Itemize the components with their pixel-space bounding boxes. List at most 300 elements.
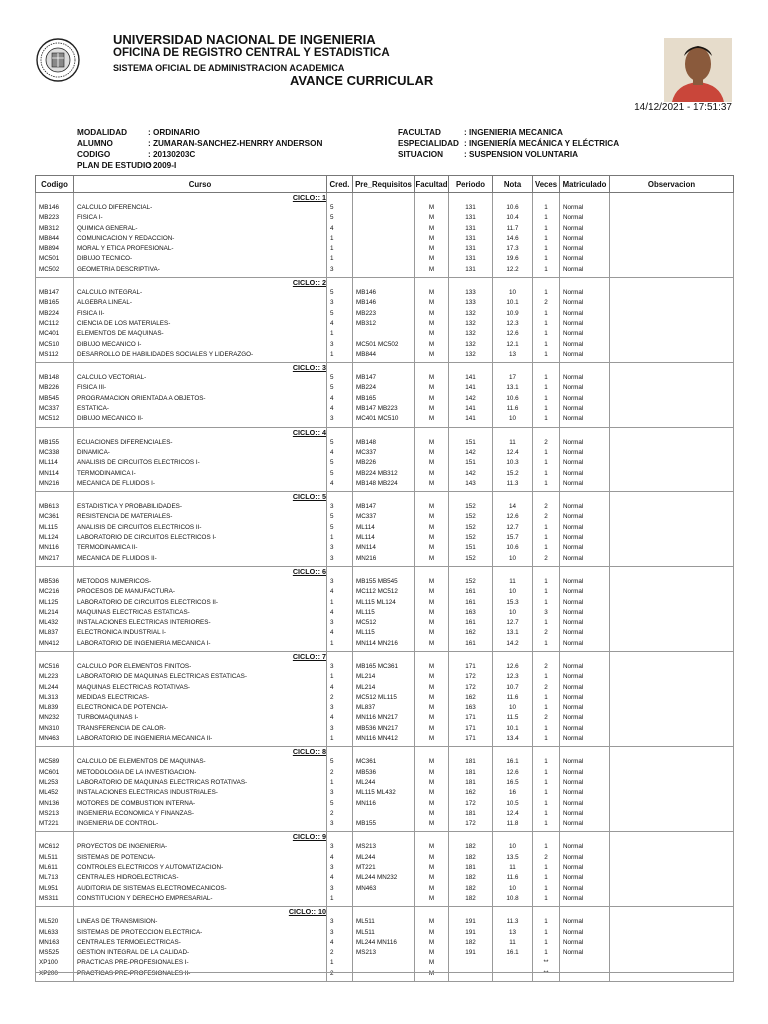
table-row [36,448,734,458]
cycle-header-cell [327,907,353,918]
cell-periodo: 132 [449,309,493,319]
table-row [36,608,734,618]
cell-curso: METODOS NUMERICOS- [74,577,327,587]
table-row [36,309,734,319]
cell-observacion [610,554,734,564]
cell-prerequisitos: MB146 [353,298,415,308]
cell-facultad: M [415,587,449,597]
cell-prerequisitos: ML511 [353,917,415,927]
cell-observacion [610,543,734,553]
cell-facultad: M [415,853,449,863]
cell-periodo: 133 [449,298,493,308]
cycle-header-cell [560,651,610,662]
cell-cred: 3 [327,703,353,713]
cell-observacion [610,938,734,948]
situacion-label: SITUACION [398,150,444,159]
cell-facultad: M [415,938,449,948]
cell-matriculado: Normal [560,319,610,329]
cycle-header-cell [493,492,533,503]
cycle-header-cell [533,278,560,289]
cell-nota: 15.2 [493,469,533,479]
cell-matriculado: Normal [560,938,610,948]
table-row [36,778,734,788]
cell-nota: 10.6 [493,543,533,553]
cell-nota: 15.7 [493,533,533,543]
cell-veces: 1 [533,577,560,587]
cell-prerequisitos: MC512 ML115 [353,693,415,703]
cycle-label-cell [74,907,327,918]
cell-veces: 1 [533,894,560,904]
cycle-header-cell [610,651,734,662]
modalidad-value: : ORDINARIO [148,128,200,137]
cell-matriculado: Normal [560,438,610,448]
cell-facultad: M [415,448,449,458]
table-row [36,350,734,360]
cell-veces: 2 [533,662,560,672]
cell-codigo: MN232 [36,713,74,723]
table-row [36,948,734,958]
cell-periodo: 182 [449,853,493,863]
cell-prerequisitos: MC337 [353,448,415,458]
cell-facultad: M [415,917,449,927]
cell-matriculado: Normal [560,884,610,894]
plan-value: : 2009-I [148,161,177,170]
table-row [36,394,734,404]
cell-facultad: M [415,819,449,829]
cell-codigo: ML214 [36,608,74,618]
cell-facultad: M [415,693,449,703]
cycle-header-cell [36,193,74,204]
cell-curso: INGENIERIA ECONOMICA Y FINANZAS- [74,809,327,819]
cell-prerequisitos: ML244 [353,853,415,863]
cycle-header-cell [493,907,533,918]
cell-codigo: MC216 [36,587,74,597]
cell-cred: 3 [327,819,353,829]
cell-facultad: M [415,724,449,734]
cell-facultad: M [415,203,449,213]
cycle-header-cell [560,278,610,289]
col-header-periodo: Periodo [449,176,493,193]
cell-facultad: M [415,662,449,672]
cell-facultad: M [415,639,449,649]
cell-nota: 10.6 [493,394,533,404]
cycle-header-cell [36,651,74,662]
cycle-header-cell [353,907,415,918]
cell-cred: 3 [327,917,353,927]
cell-observacion [610,479,734,489]
cell-observacion [610,639,734,649]
especialidad-row [398,139,619,148]
cell-veces: 2 [533,438,560,448]
separator-cell [449,979,493,982]
cell-observacion [610,523,734,533]
cell-periodo: 132 [449,340,493,350]
cell-facultad: M [415,479,449,489]
cell-facultad: M [415,319,449,329]
cell-cred: 3 [327,884,353,894]
cell-facultad: M [415,757,449,767]
table-row [36,842,734,852]
cell-facultad: M [415,469,449,479]
cell-codigo: MS311 [36,894,74,904]
col-header-observacion: Observacion [610,176,734,193]
cell-curso: SISTEMAS DE PROTECCION ELECTRICA- [74,928,327,938]
cell-periodo: 152 [449,523,493,533]
cell-periodo: 171 [449,662,493,672]
cycle-header-cell [493,278,533,289]
cell-matriculado: Normal [560,502,610,512]
table-row [36,234,734,244]
cell-matriculado: Normal [560,265,610,275]
cell-prerequisitos: MN116 [353,799,415,809]
cell-veces: 2 [533,713,560,723]
cell-nota: 11 [493,863,533,873]
cell-codigo: ML313 [36,693,74,703]
cycle-label-cell [74,363,327,374]
cell-facultad: M [415,213,449,223]
cycle-label: CICLO:: 5 [292,492,326,502]
cell-observacion [610,414,734,424]
cycle-header-row [36,193,734,204]
cell-nota: 17.3 [493,244,533,254]
cell-veces: 1 [533,928,560,938]
cell-codigo: MB147 [36,288,74,298]
cycle-label: CICLO:: 6 [292,566,326,576]
cell-cred: 5 [327,799,353,809]
cycle-header-cell [353,566,415,577]
table-row [36,799,734,809]
cell-periodo: 131 [449,265,493,275]
cell-observacion [610,618,734,628]
cell-curso: PROYECTOS DE INGENIERIA- [74,842,327,852]
table-row [36,768,734,778]
cell-prerequisitos: MB165 [353,394,415,404]
cell-codigo: ML253 [36,778,74,788]
cycle-header-cell [449,193,493,204]
cycle-label-cell [74,832,327,843]
cell-nota: 13.1 [493,383,533,393]
cell-cred: 3 [327,414,353,424]
cell-codigo: ML611 [36,863,74,873]
especialidad-value: : INGENIERÍA MECÁNICA Y ELÉCTRICA [464,139,620,148]
cell-curso: ALGEBRA LINEAL- [74,298,327,308]
cycle-label: CICLO:: 9 [292,832,326,842]
cell-matriculado: Normal [560,618,610,628]
cell-curso: FISICA I- [74,213,327,223]
cycle-header-cell [353,363,415,374]
cell-facultad: M [415,512,449,522]
cell-cred: 1 [327,639,353,649]
cycle-header-cell [36,363,74,374]
cell-nota: 16.1 [493,757,533,767]
cycle-header-cell [560,566,610,577]
cell-cred: 1 [327,672,353,682]
cell-matriculado [560,958,610,968]
cell-facultad: M [415,873,449,883]
cell-curso: CALCULO DIFERENCIAL- [74,203,327,213]
cycle-header-cell [36,832,74,843]
cell-observacion [610,383,734,393]
cell-codigo: MC512 [36,414,74,424]
cycle-header-cell [327,278,353,289]
cell-observacion [610,863,734,873]
cycle-header-cell [560,832,610,843]
cell-codigo: MB613 [36,502,74,512]
cell-cred: 2 [327,693,353,703]
cell-nota: 11.3 [493,917,533,927]
cycle-header-cell [610,492,734,503]
table-row [36,928,734,938]
cell-prerequisitos: MB155 MB545 [353,577,415,587]
cell-codigo: MS213 [36,809,74,819]
cell-observacion [610,224,734,234]
cell-prerequisitos: MB147 [353,502,415,512]
table-row [36,598,734,608]
cell-periodo: 142 [449,394,493,404]
cell-periodo: 151 [449,458,493,468]
cell-veces: 1 [533,254,560,264]
cell-periodo: 142 [449,448,493,458]
cell-veces: 2 [533,853,560,863]
cell-matriculado: Normal [560,757,610,767]
cell-codigo: MN310 [36,724,74,734]
cycle-header-cell [449,427,493,438]
cell-curso: ESTATICA- [74,404,327,414]
cell-codigo: ML223 [36,672,74,682]
cell-matriculado: Normal [560,554,610,564]
alumno-label: ALUMNO [77,139,113,148]
cell-matriculado: Normal [560,662,610,672]
cell-matriculado: Normal [560,928,610,938]
cell-prerequisitos: ML244 [353,778,415,788]
plan-label: PLAN DE ESTUDIO [77,161,152,170]
cell-nota: 13 [493,928,533,938]
cell-nota: 12.6 [493,768,533,778]
cycle-header-cell [610,747,734,758]
cell-periodo: 141 [449,373,493,383]
cell-curso: GEOMETRIA DESCRIPTIVA- [74,265,327,275]
cell-prerequisitos: MB146 [353,288,415,298]
alumno-row [77,139,322,148]
cycle-header-row [36,492,734,503]
cell-matriculado: Normal [560,329,610,339]
cell-codigo: MB894 [36,244,74,254]
cell-codigo: ML244 [36,683,74,693]
cell-nota: 19.6 [493,254,533,264]
cell-observacion [610,340,734,350]
cell-matriculado: Normal [560,713,610,723]
cycle-label: CICLO:: 10 [288,907,326,917]
cycle-header-cell [353,427,415,438]
cell-cred: 3 [327,662,353,672]
cell-prerequisitos: MB147 [353,373,415,383]
cycle-header-cell [560,907,610,918]
cell-nota [493,969,533,979]
table-row [36,628,734,638]
cell-nota: 14.2 [493,639,533,649]
cell-cred: 5 [327,523,353,533]
cell-curso: DIBUJO MECANICO II- [74,414,327,424]
table-row [36,404,734,414]
cycle-header-cell [533,492,560,503]
cell-observacion [610,757,734,767]
cell-veces: 1 [533,414,560,424]
cell-codigo: XP200 [36,969,74,979]
separator-cell [74,979,327,982]
cell-observacion [610,577,734,587]
cell-periodo [449,958,493,968]
cell-observacion [610,502,734,512]
university-name: UNIVERSIDAD NACIONAL DE INGENIERIA [113,32,376,47]
cell-periodo: 132 [449,319,493,329]
cell-prerequisitos: MB224 MB312 [353,469,415,479]
cell-matriculado: Normal [560,224,610,234]
cell-codigo: MS112 [36,350,74,360]
cell-observacion [610,203,734,213]
cell-codigo: ML114 [36,458,74,468]
cycle-label-cell [74,747,327,758]
cell-prerequisitos: MB148 MB224 [353,479,415,489]
cycle-label-cell [74,193,327,204]
cell-codigo: MC401 [36,329,74,339]
cell-matriculado: Normal [560,598,610,608]
cell-curso: ESTADISTICA Y PROBABILIDADES- [74,502,327,512]
table-row [36,639,734,649]
cell-observacion [610,533,734,543]
table-row [36,502,734,512]
cell-cred: 5 [327,469,353,479]
cycle-header-cell [36,566,74,577]
cell-codigo: MS525 [36,948,74,958]
cell-prerequisitos: MT221 [353,863,415,873]
cycle-header-cell [415,832,449,843]
cell-observacion [610,873,734,883]
cell-facultad: M [415,608,449,618]
cell-curso: CALCULO POR ELEMENTOS FINITOS- [74,662,327,672]
cell-codigo: MN116 [36,543,74,553]
cell-nota: 10 [493,703,533,713]
cell-prerequisitos [353,894,415,904]
cell-facultad: M [415,254,449,264]
cell-curso: LINEAS DE TRANSMISION- [74,917,327,927]
table-row [36,894,734,904]
cell-nota: 16.1 [493,948,533,958]
cell-observacion [610,928,734,938]
cycle-header-cell [560,427,610,438]
cell-cred: 4 [327,587,353,597]
table-row [36,809,734,819]
col-header-cred: Cred. [327,176,353,193]
table-row [36,703,734,713]
cell-matriculado: Normal [560,458,610,468]
cell-codigo: MN114 [36,469,74,479]
cell-facultad: M [415,288,449,298]
cell-codigo: MN216 [36,479,74,489]
cell-facultad: M [415,894,449,904]
cell-codigo: XP100 [36,958,74,968]
cell-nota: 10 [493,554,533,564]
cell-cred: 5 [327,203,353,213]
cell-prerequisitos: MC512 [353,618,415,628]
cell-nota: 13.1 [493,628,533,638]
cell-curso: MAQUINAS ELECTRICAS ROTATIVAS- [74,683,327,693]
cell-cred: 3 [327,577,353,587]
table-row [36,917,734,927]
cell-prerequisitos: MB165 MC361 [353,662,415,672]
table-row [36,458,734,468]
cell-periodo: 152 [449,533,493,543]
cell-cred: 1 [327,329,353,339]
cell-cred: 4 [327,479,353,489]
cell-facultad: M [415,863,449,873]
cell-matriculado: Normal [560,479,610,489]
cell-codigo: ML951 [36,884,74,894]
cell-codigo: ML713 [36,873,74,883]
cell-prerequisitos: ML837 [353,703,415,713]
cell-cred: 4 [327,873,353,883]
cell-curso: DINAMICA- [74,448,327,458]
cell-nota: 10.8 [493,894,533,904]
cell-facultad: M [415,618,449,628]
cell-nota: 15.3 [493,598,533,608]
cell-prerequisitos: MB312 [353,319,415,329]
cell-matriculado: Normal [560,948,610,958]
cell-observacion [610,213,734,223]
cell-curso: FISICA III- [74,383,327,393]
cycle-header-cell [415,747,449,758]
cell-codigo: MB844 [36,234,74,244]
facultad-label: FACULTAD [398,128,441,137]
cell-periodo: 163 [449,703,493,713]
cell-observacion [610,799,734,809]
cell-observacion [610,683,734,693]
cycle-header-cell [415,492,449,503]
cell-periodo: 132 [449,329,493,339]
cycle-header-cell [415,427,449,438]
cell-facultad: M [415,928,449,938]
cycle-header-row [36,651,734,662]
table-row [36,244,734,254]
cell-nota: 10.4 [493,213,533,223]
cell-nota: 10 [493,414,533,424]
cell-codigo: MB312 [36,224,74,234]
cell-prerequisitos [353,969,415,979]
separator-cell [560,979,610,982]
cell-periodo: 131 [449,244,493,254]
cell-observacion [610,598,734,608]
cell-cred: 1 [327,734,353,744]
cell-observacion [610,958,734,968]
table-row [36,554,734,564]
separator-cell [36,979,74,982]
cell-curso: DIBUJO TECNICO- [74,254,327,264]
cycle-header-row [36,363,734,374]
cycle-header-cell [327,492,353,503]
cell-nota: 13.4 [493,734,533,744]
cell-periodo: 171 [449,724,493,734]
table-row [36,757,734,767]
cell-veces: 1 [533,213,560,223]
table-row [36,618,734,628]
cell-veces: 1 [533,448,560,458]
cell-facultad: M [415,394,449,404]
cycle-header-cell [560,492,610,503]
cell-cred: 4 [327,683,353,693]
cell-curso: PRACTICAS PRE-PROFESIONALES I- [74,958,327,968]
cell-nota: 12.6 [493,662,533,672]
cell-nota: 12.1 [493,340,533,350]
cell-nota: 11.8 [493,819,533,829]
